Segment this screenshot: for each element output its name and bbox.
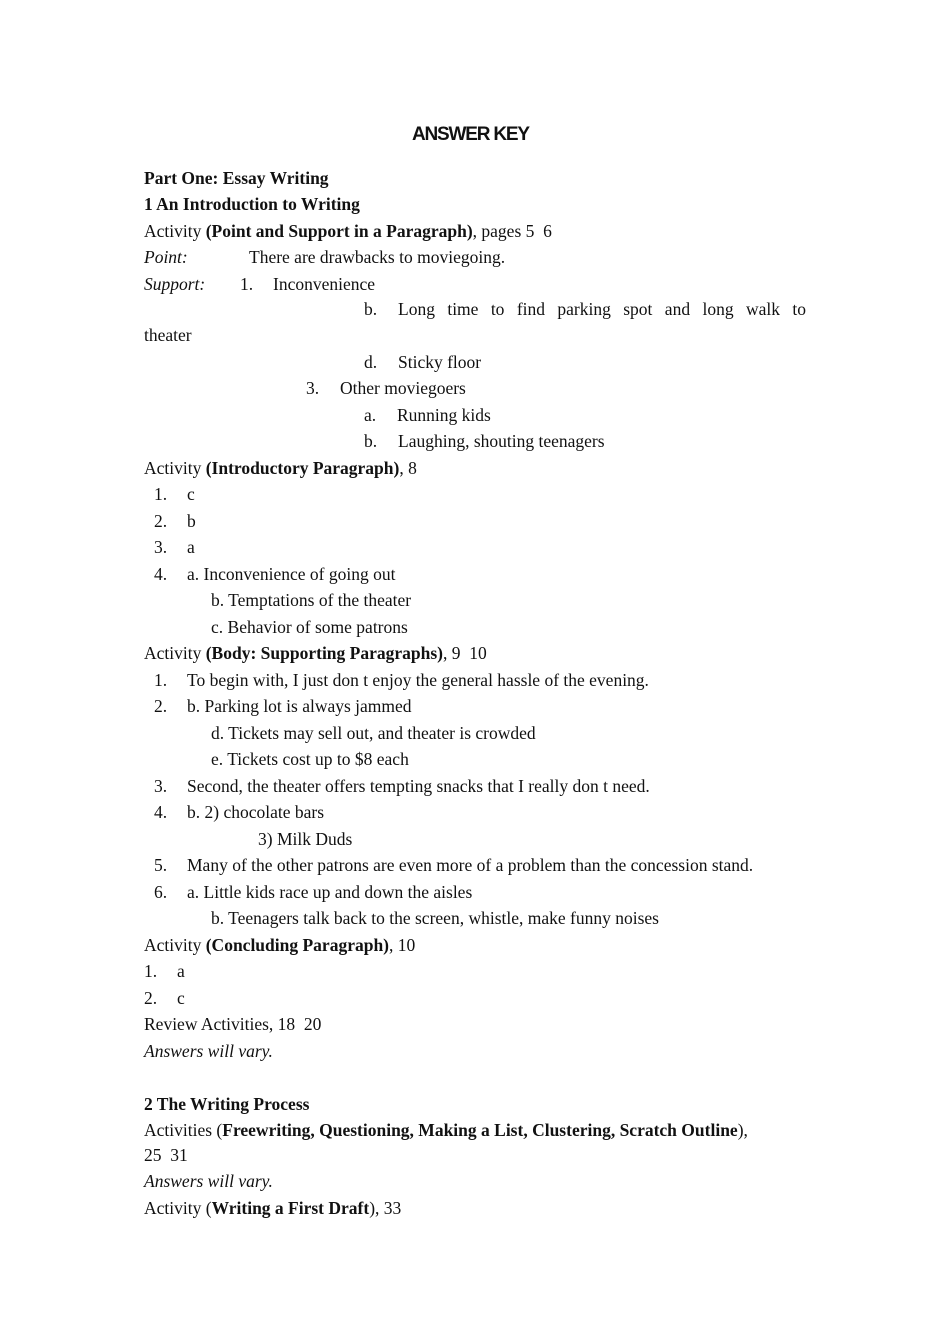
list-item-text: Many of the other patrons are even more of a problem than the concession stand. <box>187 855 754 875</box>
support-item-text: Other moviegoers <box>340 378 466 398</box>
word: find <box>516 299 546 319</box>
support-item-wrap: theater <box>144 325 192 345</box>
page-title: ANSWER KEY <box>412 124 529 145</box>
list-item-text: a <box>187 537 195 557</box>
list-subitem-text: 3) Milk Duds <box>258 829 353 849</box>
support-item-text: Sticky floor <box>398 352 482 372</box>
word: Long <box>398 299 435 319</box>
support-item-num: a. <box>364 405 377 425</box>
chapter2-heading: 2 The Writing Process <box>144 1094 310 1114</box>
list-subitem-text: c. Behavior of some patrons <box>211 617 408 637</box>
list-item-num: 5. <box>154 855 168 875</box>
list-subitem-text: b. Teenagers talk back to the screen, whistle, make funny noises <box>211 908 659 928</box>
list-item-text: Second, the theater offers tempting snacks that I really don t need. <box>187 776 650 796</box>
part-heading: Part One: Essay Writing <box>144 168 329 188</box>
support-item-num: 1. <box>240 274 254 294</box>
list-item-num: 3. <box>154 776 168 796</box>
list-item-num: 1. <box>144 961 158 981</box>
list-item-num: 4. <box>154 802 168 822</box>
activity-body-heading: Activity (Body: Supporting Paragraphs), 9 10 <box>144 643 487 663</box>
chapter1-heading: 1 An Introduction to Writing <box>144 194 360 214</box>
list-item-text: a <box>177 961 185 981</box>
list-item-text: c <box>187 484 195 504</box>
activity-point-support-heading: Activity (Point and Support in a Paragraph), pages 5 6 <box>144 221 552 241</box>
word: to <box>792 299 806 319</box>
support-item-num: 3. <box>306 378 320 398</box>
list-item-text: c <box>177 988 185 1008</box>
list-item-text: b. 2) chocolate bars <box>187 802 325 822</box>
support-label: Support: <box>144 274 206 294</box>
list-item-num: 2. <box>144 988 158 1008</box>
list-subitem-text: e. Tickets cost up to $8 each <box>211 749 409 769</box>
list-item-text: To begin with, I just don t enjoy the general hassle of the evening. <box>187 670 649 690</box>
list-item-num: 2. <box>154 696 168 716</box>
support-item-num: b. <box>364 299 378 319</box>
point-text: There are drawbacks to moviegoing. <box>249 247 506 267</box>
list-item-num: 3. <box>154 537 168 557</box>
review-activities: Review Activities, 18 20 <box>144 1014 322 1034</box>
activity-concluding-heading: Activity (Concluding Paragraph), 10 <box>144 935 416 955</box>
chapter2-activities-heading: Activities (Freewriting, Questioning, Making a List, Clustering, Scratch Outline), <box>144 1120 748 1140</box>
list-item-text: b <box>187 511 196 531</box>
point-label: Point: <box>144 247 188 267</box>
word: and <box>664 299 691 319</box>
word: long <box>702 299 734 319</box>
list-item-num: 1. <box>154 670 168 690</box>
first-draft-heading: Activity (Writing a First Draft), 33 <box>144 1198 402 1218</box>
review-answer: Answers will vary. <box>144 1041 273 1061</box>
support-item-num: d. <box>364 352 378 372</box>
list-item-text: b. Parking lot is always jammed <box>187 696 412 716</box>
word: time <box>447 299 479 319</box>
word: spot <box>623 299 653 319</box>
list-item-text: a. Little kids race up and down the aisles <box>187 882 473 902</box>
word: walk <box>745 299 780 319</box>
support-item-text: Laughing, shouting teenagers <box>398 431 605 451</box>
support-item-text: Inconvenience <box>273 274 376 294</box>
word: to <box>490 299 505 319</box>
list-item-num: 6. <box>154 882 168 902</box>
support-item-text: Running kids <box>397 405 491 425</box>
list-item-text: a. Inconvenience of going out <box>187 564 396 584</box>
activity-intro-heading: Activity (Introductory Paragraph), 8 <box>144 458 417 478</box>
support-item-justified-text <box>398 298 806 320</box>
list-item-num: 4. <box>154 564 168 584</box>
chapter2-activities-pages: 25 31 <box>144 1145 188 1165</box>
chapter2-activities-answer: Answers will vary. <box>144 1171 273 1191</box>
list-subitem-text: d. Tickets may sell out, and theater is crowded <box>211 723 536 743</box>
list-item-num: 1. <box>154 484 168 504</box>
list-item-num: 2. <box>154 511 168 531</box>
list-subitem-text: b. Temptations of the theater <box>211 590 412 610</box>
support-item-num: b. <box>364 431 378 451</box>
word: parking <box>557 299 611 319</box>
